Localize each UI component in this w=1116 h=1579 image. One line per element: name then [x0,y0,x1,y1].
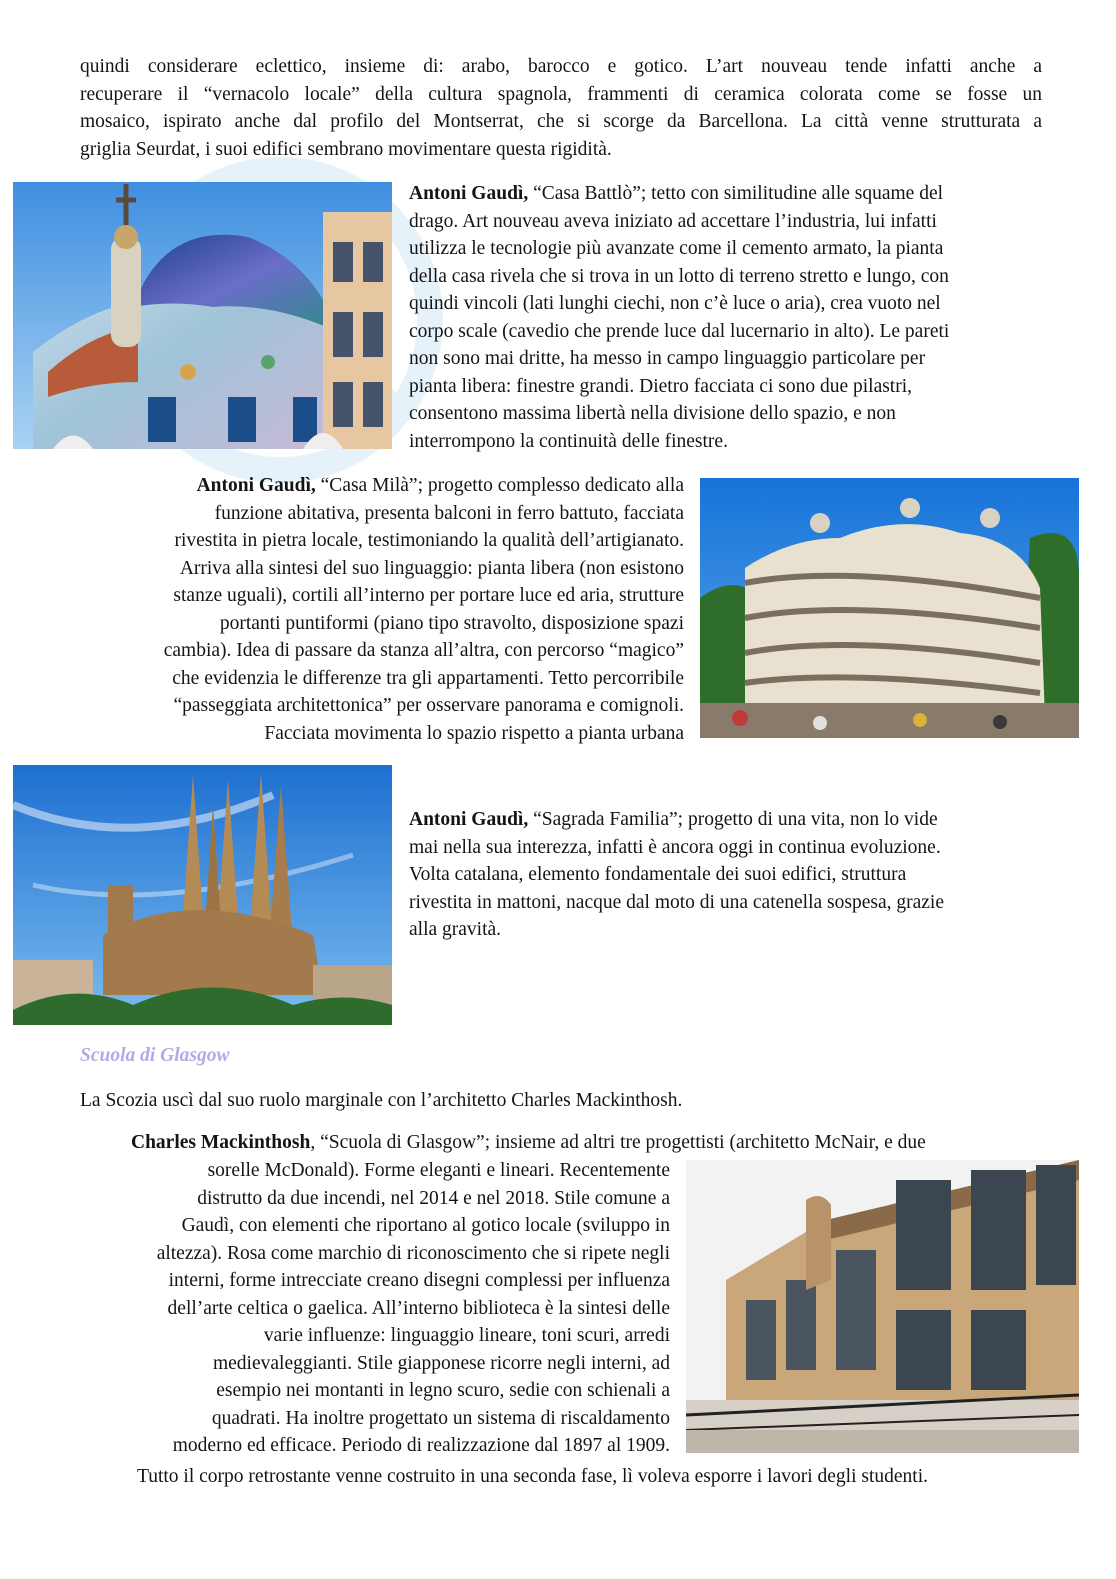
glasgow-last-line: Tutto il corpo retrostante venne costruito in una seconda fase, lì voleva esporre i lavori degli studenti. [137,1466,928,1487]
text-line: corpo scale (cavedio che prende luce dal lucernario in alto). Le pareti [409,320,950,342]
author-name: Charles Mackinthosh [131,1132,311,1153]
text-line: “passeggiata architettonica” per osservare panorama e comignoli. [173,695,684,716]
text-line: stanze uguali), cortili all’interno per portare luce ed aria, strutture [173,585,684,606]
sagrada-familia-photo [13,765,392,1025]
text-line: portanti puntiformi (piano tipo stravolto, disposizione spazi [219,612,684,634]
casa-mila-paragraph [80,472,684,747]
sagrada-familia-paragraph [409,806,1049,944]
text-line: alla gravità. [409,919,502,940]
author-name: Antoni Gaudì, [409,809,529,830]
author-name: Antoni Gaudì, [196,475,316,496]
glasgow-school-photo [686,1160,1079,1453]
text-line: moderno ed efficace. Periodo di realizzazione dal 1897 al 1909. [172,1435,670,1456]
text-line: varie influenze: linguaggio lineare, toni scuri, arredi [263,1325,670,1346]
glasgow-intro: La Scozia uscì dal suo ruolo marginale con l’architetto Charles Mackinthosh. [80,1090,683,1111]
section-heading: Scuola di Glasgow [80,1045,230,1066]
text-line: pianta libera: finestre grandi. Dietro facciata ci sono due pilastri, [409,375,913,397]
text-line: della casa rivela che si trova in un lotto di terreno stretto e lungo, con [409,265,949,287]
text-line: rivestita in pietra locale, testimoniando la qualità dell’artigianato. [174,530,684,551]
text-line: “Casa Battlò”; tetto con similitudine alle squame del [528,183,944,204]
intro-line: recuperare il “vernacolo locale” della cultura spagnola, frammenti di ceramica colorata come se fosse un [80,83,1042,105]
text-line: Gaudì, con elementi che riportano al gotico locale (sviluppo in [181,1215,670,1236]
text-line: cambia). Idea di passare da stanza all’altra, con percorso “magico” [163,640,684,661]
text-line: non sono mai dritte, ha messo in campo linguaggio particolare per [409,348,926,369]
glasgow-first-line [131,1129,1046,1157]
text-line: interrompono la continuità delle finestre. [409,430,728,452]
text-line: Arriva alla sintesi del suo linguaggio: pianta libera (non esistono [179,557,684,579]
text-line: sorelle McDonald). Forme eleganti e lineari. Recentemente [207,1160,670,1181]
text-line: drago. Art nouveau aveva iniziato ad accettare l’industria, lui infatti [409,210,937,232]
intro-line: quindi considerare eclettico, insieme di: arabo, barocco e gotico. L’art nouveau tende infatti anche a [80,56,1042,77]
text-line: dell’arte celtica o gaelica. All’interno biblioteca è la sintesi delle [167,1297,670,1319]
text-line: Facciata movimenta lo spazio rispetto a pianta urbana [264,722,684,744]
intro-paragraph [80,53,1042,163]
casa-batllo-paragraph [409,180,1049,455]
text-line: consentono massima libertà nella divisione dello spazio, e non [409,403,896,424]
text-line: , “Scuola di Glasgow”; insieme ad altri tre progettisti (architetto McNair, e due [310,1132,926,1153]
text-line: altezza). Rosa come marchio di riconoscimento che si ripete negli [156,1242,670,1264]
text-line: quadrati. Ha inoltre progettato un sistema di riscaldamento [211,1407,670,1429]
casa-batllo-photo [13,182,392,449]
intro-line: griglia Seurdat, i suoi edifici sembrano movimentare questa rigidità. [80,138,612,160]
text-line: “Casa Milà”; progetto complesso dedicato alla [315,475,684,496]
text-line: utilizza le tecnologie più avanzate come il cemento armato, la pianta [409,238,944,259]
text-line: quindi vincoli (lati lunghi ciechi, non c’è luce o aria), crea vuoto nel [409,293,941,314]
text-line: rivestita in mattoni, nacque dal moto di una catenella sospesa, grazie [409,891,944,913]
text-line: “Sagrada Familia”; progetto di una vita, non lo vide [528,809,938,830]
text-line: medievaleggianti. Stile giapponese ricorre negli interni, ad [212,1352,670,1374]
text-line: esempio nei montanti in legno scuro, sedie con schienali a [216,1380,670,1401]
casa-mila-photo [700,478,1079,738]
glasgow-paragraph [80,1157,670,1460]
text-line: interni, forme intrecciate creano disegni complessi per influenza [168,1270,670,1291]
text-line: distrutto da due incendi, nel 2014 e nel 2018. Stile comune a [197,1187,670,1209]
text-line: funzione abitativa, presenta balconi in ferro battuto, facciata [214,502,684,524]
text-line: mai nella sua interezza, infatti è ancora oggi in continua evoluzione. [409,836,941,858]
intro-line: mosaico, ispirato anche dal profilo del Montserrat, che si scorge da Barcellona. La città venne strutturata a [80,111,1042,132]
text-line: Volta catalana, elemento fondamentale dei suoi edifici, struttura [409,864,907,885]
author-name: Antoni Gaudì, [409,183,529,204]
text-line: che evidenzia le differenze tra gli appartamenti. Tetto percorribile [172,667,684,689]
